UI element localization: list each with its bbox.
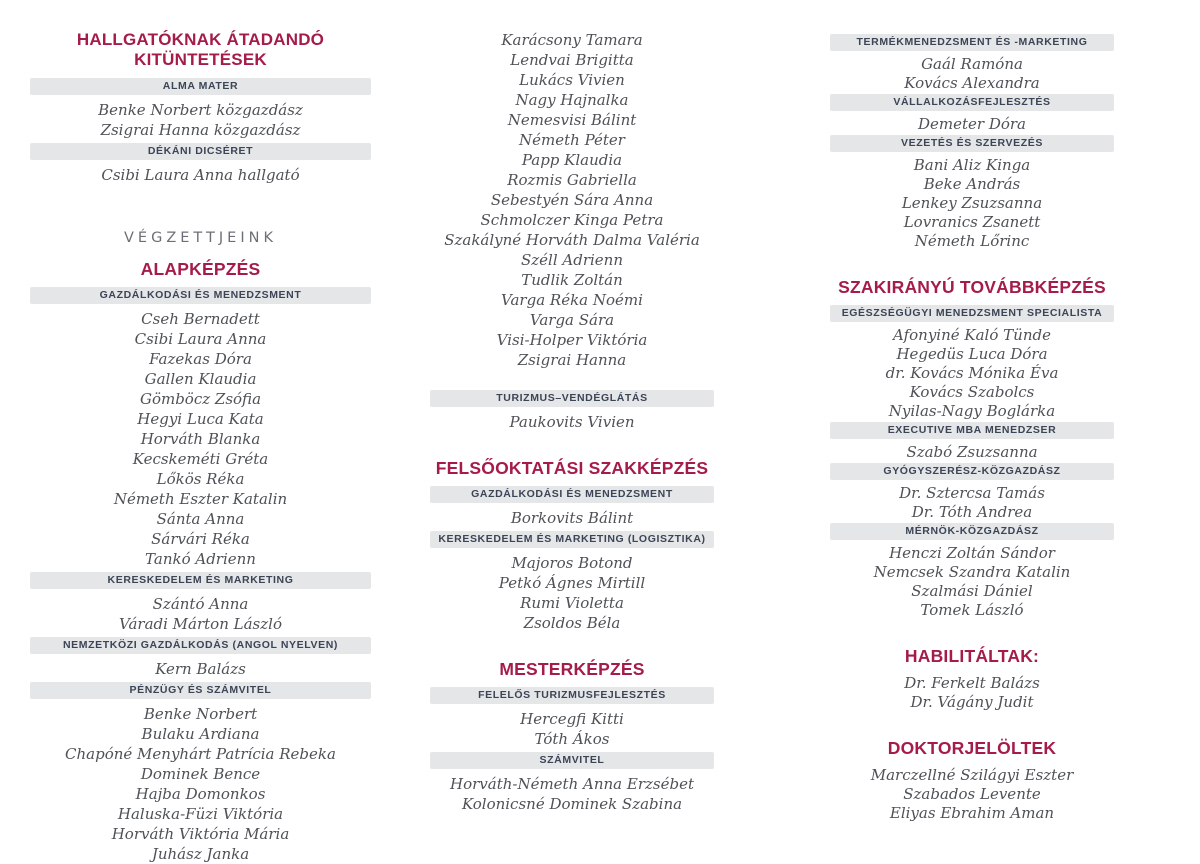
graduate-name: Majoros Botond bbox=[511, 554, 633, 572]
graduate-name: Dr. Ferkelt Balázs bbox=[904, 674, 1040, 692]
graduate-name: Cseh Bernadett bbox=[141, 310, 260, 328]
graduate-name: Varga Sára bbox=[529, 311, 615, 329]
graduate-name: Bani Aliz Kinga bbox=[913, 156, 1031, 174]
graduate-name: Gallen Klaudia bbox=[144, 370, 257, 388]
graduate-name: Kovács Szabolcs bbox=[909, 383, 1035, 401]
graduate-name: Benke Norbert közgazdász bbox=[98, 101, 303, 119]
program-category-bar: DÉKÁNI DICSÉRET bbox=[30, 143, 371, 160]
column-right bbox=[830, 0, 1114, 823]
graduate-name: Németh Eszter Katalin bbox=[113, 490, 288, 508]
graduate-name: Széll Adrienn bbox=[520, 251, 624, 269]
section-heading: DOKTORJELÖLTEK bbox=[887, 738, 1057, 758]
name-list bbox=[430, 508, 714, 528]
graduate-name: Juhász Janka bbox=[151, 845, 250, 863]
program-category-bar: KERESKEDELEM ÉS MARKETING bbox=[30, 572, 371, 589]
graduate-name: Henczi Zoltán Sándor bbox=[889, 544, 1055, 562]
graduate-name: Hercegfi Kitti bbox=[520, 710, 624, 728]
graduate-name: Gömböcz Zsófia bbox=[139, 390, 262, 408]
name-list bbox=[430, 774, 714, 814]
graduate-name: Csibi Laura Anna bbox=[134, 330, 267, 348]
section-heading: FELSŐOKTATÁSI SZAKKÉPZÉS bbox=[435, 458, 709, 478]
graduate-name: Benke Norbert bbox=[143, 705, 258, 723]
graduate-name: Szakályné Horváth Dalma Valéria bbox=[444, 231, 700, 249]
graduate-name: Bulaku Ardiana bbox=[141, 725, 260, 743]
graduate-name: Hajba Domonkos bbox=[135, 785, 266, 803]
graduate-name: Dominek Bence bbox=[140, 765, 261, 783]
graduate-name: Gaál Ramóna bbox=[921, 55, 1023, 73]
program-category-bar: EGÉSZSÉGÜGYI MENEDZSMENT SPECIALISTA bbox=[830, 305, 1114, 322]
program-category-bar: TERMÉKMENEDZSMENT ÉS -MARKETING bbox=[830, 34, 1114, 51]
graduate-name: Váradi Márton László bbox=[119, 615, 282, 633]
graduate-name: Horváth Viktória Mária bbox=[111, 825, 290, 843]
program-category-bar: VEZETÉS ÉS SZERVEZÉS bbox=[830, 135, 1114, 152]
graduate-name: Csibi Laura Anna hallgató bbox=[101, 166, 300, 184]
graduate-name: Rozmis Gabriella bbox=[507, 171, 637, 189]
graduate-name: Kolonicsné Dominek Szabina bbox=[461, 795, 683, 813]
name-list bbox=[830, 326, 1114, 421]
name-list bbox=[430, 553, 714, 633]
graduate-name: Marczellné Szilágyi Eszter bbox=[870, 766, 1074, 784]
graduate-name: Nemcsek Szandra Katalin bbox=[873, 563, 1071, 581]
graduate-name: Lenkey Zsuzsanna bbox=[901, 194, 1043, 212]
graduate-name: Rumi Violetta bbox=[520, 594, 624, 612]
name-list bbox=[430, 709, 714, 749]
name-list bbox=[830, 544, 1114, 620]
name-list bbox=[30, 165, 371, 185]
graduate-name: Hegedüs Luca Dóra bbox=[896, 345, 1048, 363]
graduate-name: Lukács Vivien bbox=[519, 71, 625, 89]
program-category-bar: NEMZETKÖZI GAZDÁLKODÁS (ANGOL NYELVEN) bbox=[30, 637, 371, 654]
graduate-name: Lőkös Réka bbox=[156, 470, 245, 488]
graduate-name: Dr. Vágány Judit bbox=[910, 693, 1034, 711]
graduate-name: Dr. Tóth Andrea bbox=[911, 503, 1033, 521]
graduate-name: Horváth Blanka bbox=[140, 430, 261, 448]
graduate-name: Visi-Holper Viktória bbox=[496, 331, 648, 349]
program-category-bar: FELELŐS TURIZMUSFEJLESZTÉS bbox=[430, 687, 714, 704]
graduate-name: Zsigrai Hanna közgazdász bbox=[100, 121, 301, 139]
graduate-name: Hegyi Luca Kata bbox=[137, 410, 264, 428]
graduate-name: Kecskeméti Gréta bbox=[132, 450, 269, 468]
section-heading: HALLGATÓKNAK ÁTADANDÓ KITÜNTETÉSEK bbox=[76, 30, 325, 69]
section-heading: HABILITÁLTAK: bbox=[904, 646, 1040, 666]
column-middle bbox=[430, 0, 714, 814]
name-list bbox=[830, 484, 1114, 522]
graduate-name: Tankó Adrienn bbox=[145, 550, 256, 568]
graduate-name: Dr. Sztercsa Tamás bbox=[899, 484, 1045, 502]
name-list bbox=[430, 412, 714, 432]
graduate-name: Zsigrai Hanna bbox=[517, 351, 627, 369]
graduate-name: Kern Balázs bbox=[155, 660, 246, 678]
program-category-bar: GAZDÁLKODÁSI ÉS MENEDZSMENT bbox=[430, 486, 714, 503]
name-list bbox=[830, 766, 1114, 823]
name-list bbox=[830, 55, 1114, 93]
name-list bbox=[430, 30, 714, 370]
graduate-name: Szabados Levente bbox=[903, 785, 1041, 803]
name-list bbox=[30, 659, 371, 679]
column-left bbox=[30, 0, 371, 864]
graduate-name: Paukovits Vivien bbox=[509, 413, 635, 431]
program-category-bar: PÉNZÜGY ÉS SZÁMVITEL bbox=[30, 682, 371, 699]
section-heading: MESTERKÉPZÉS bbox=[499, 659, 645, 679]
graduate-name: Tomek László bbox=[920, 601, 1024, 619]
program-category-bar: VÁLLALKOZÁSFEJLESZTÉS bbox=[830, 94, 1114, 111]
program-category-bar: TURIZMUS–VENDÉGLÁTÁS bbox=[430, 390, 714, 407]
graduate-name: Szántó Anna bbox=[152, 595, 249, 613]
graduate-name: Demeter Dóra bbox=[917, 115, 1027, 133]
graduate-name: Sárvári Réka bbox=[151, 530, 250, 548]
program-category-bar: KERESKEDELEM ÉS MARKETING (LOGISZTIKA) bbox=[430, 531, 714, 548]
name-list bbox=[830, 443, 1114, 462]
name-list bbox=[830, 674, 1114, 712]
program-category-bar: SZÁMVITEL bbox=[430, 752, 714, 769]
graduate-name: Nagy Hajnalka bbox=[515, 91, 629, 109]
graduate-name: Papp Klaudia bbox=[521, 151, 623, 169]
section-heading: ALAPKÉPZÉS bbox=[140, 259, 261, 279]
graduate-name: Borkovits Bálint bbox=[510, 509, 634, 527]
graduate-name: Varga Réka Noémi bbox=[501, 291, 643, 309]
name-list bbox=[830, 156, 1114, 251]
graduate-name: Zsoldos Béla bbox=[523, 614, 621, 632]
graduate-name: Karácsony Tamara bbox=[501, 31, 643, 49]
program-category-bar: GYÓGYSZERÉSZ-KÖZGAZDÁSZ bbox=[830, 463, 1114, 480]
name-list bbox=[30, 594, 371, 634]
section-heading: SZAKIRÁNYÚ TOVÁBBKÉPZÉS bbox=[838, 277, 1106, 297]
graduate-name: Schmolczer Kinga Petra bbox=[480, 211, 664, 229]
program-category-bar: MÉRNÖK-KÖZGAZDÁSZ bbox=[830, 523, 1114, 540]
graduate-name: Haluska-Füzi Viktória bbox=[117, 805, 284, 823]
graduate-name: Sebestyén Sára Anna bbox=[490, 191, 654, 209]
name-list bbox=[830, 115, 1114, 134]
graduate-name: Tudlik Zoltán bbox=[521, 271, 623, 289]
graduate-name: Chapóné Menyhárt Patrícia Rebeka bbox=[65, 745, 336, 763]
graduate-name: Nyilas-Nagy Boglárka bbox=[888, 402, 1056, 420]
graduate-name: Lendvai Brigitta bbox=[510, 51, 634, 69]
graduate-name: dr. Kovács Mónika Éva bbox=[885, 364, 1059, 382]
graduate-name: Petkó Ágnes Mirtill bbox=[498, 574, 646, 592]
graduate-name: Fazekas Dóra bbox=[149, 350, 252, 368]
graduate-name: Eliyas Ebrahim Aman bbox=[889, 804, 1055, 822]
name-list bbox=[30, 309, 371, 569]
kicker-title: VÉGZETTJEINK bbox=[124, 230, 277, 246]
program-category-bar: ALMA MATER bbox=[30, 78, 371, 95]
graduate-name: Németh Lőrinc bbox=[914, 232, 1030, 250]
graduate-name: Tóth Ákos bbox=[534, 730, 610, 748]
graduate-name: Szalmási Dániel bbox=[911, 582, 1033, 600]
graduate-name: Afonyiné Kaló Tünde bbox=[893, 326, 1051, 344]
graduate-name: Beke András bbox=[923, 175, 1021, 193]
graduate-name: Németh Péter bbox=[519, 131, 625, 149]
name-list bbox=[30, 100, 371, 140]
program-category-bar: EXECUTIVE MBA MENEDZSER bbox=[830, 422, 1114, 439]
graduate-name: Nemesvisi Bálint bbox=[507, 111, 637, 129]
program-category-bar: GAZDÁLKODÁSI ÉS MENEDZSMENT bbox=[30, 287, 371, 304]
graduate-name: Sánta Anna bbox=[156, 510, 245, 528]
graduate-name: Horváth-Németh Anna Erzsébet bbox=[450, 775, 694, 793]
name-list bbox=[30, 704, 371, 864]
graduate-name: Lovranics Zsanett bbox=[903, 213, 1041, 231]
graduate-name: Szabó Zsuzsanna bbox=[906, 443, 1038, 461]
graduate-name: Kovács Alexandra bbox=[904, 74, 1040, 92]
